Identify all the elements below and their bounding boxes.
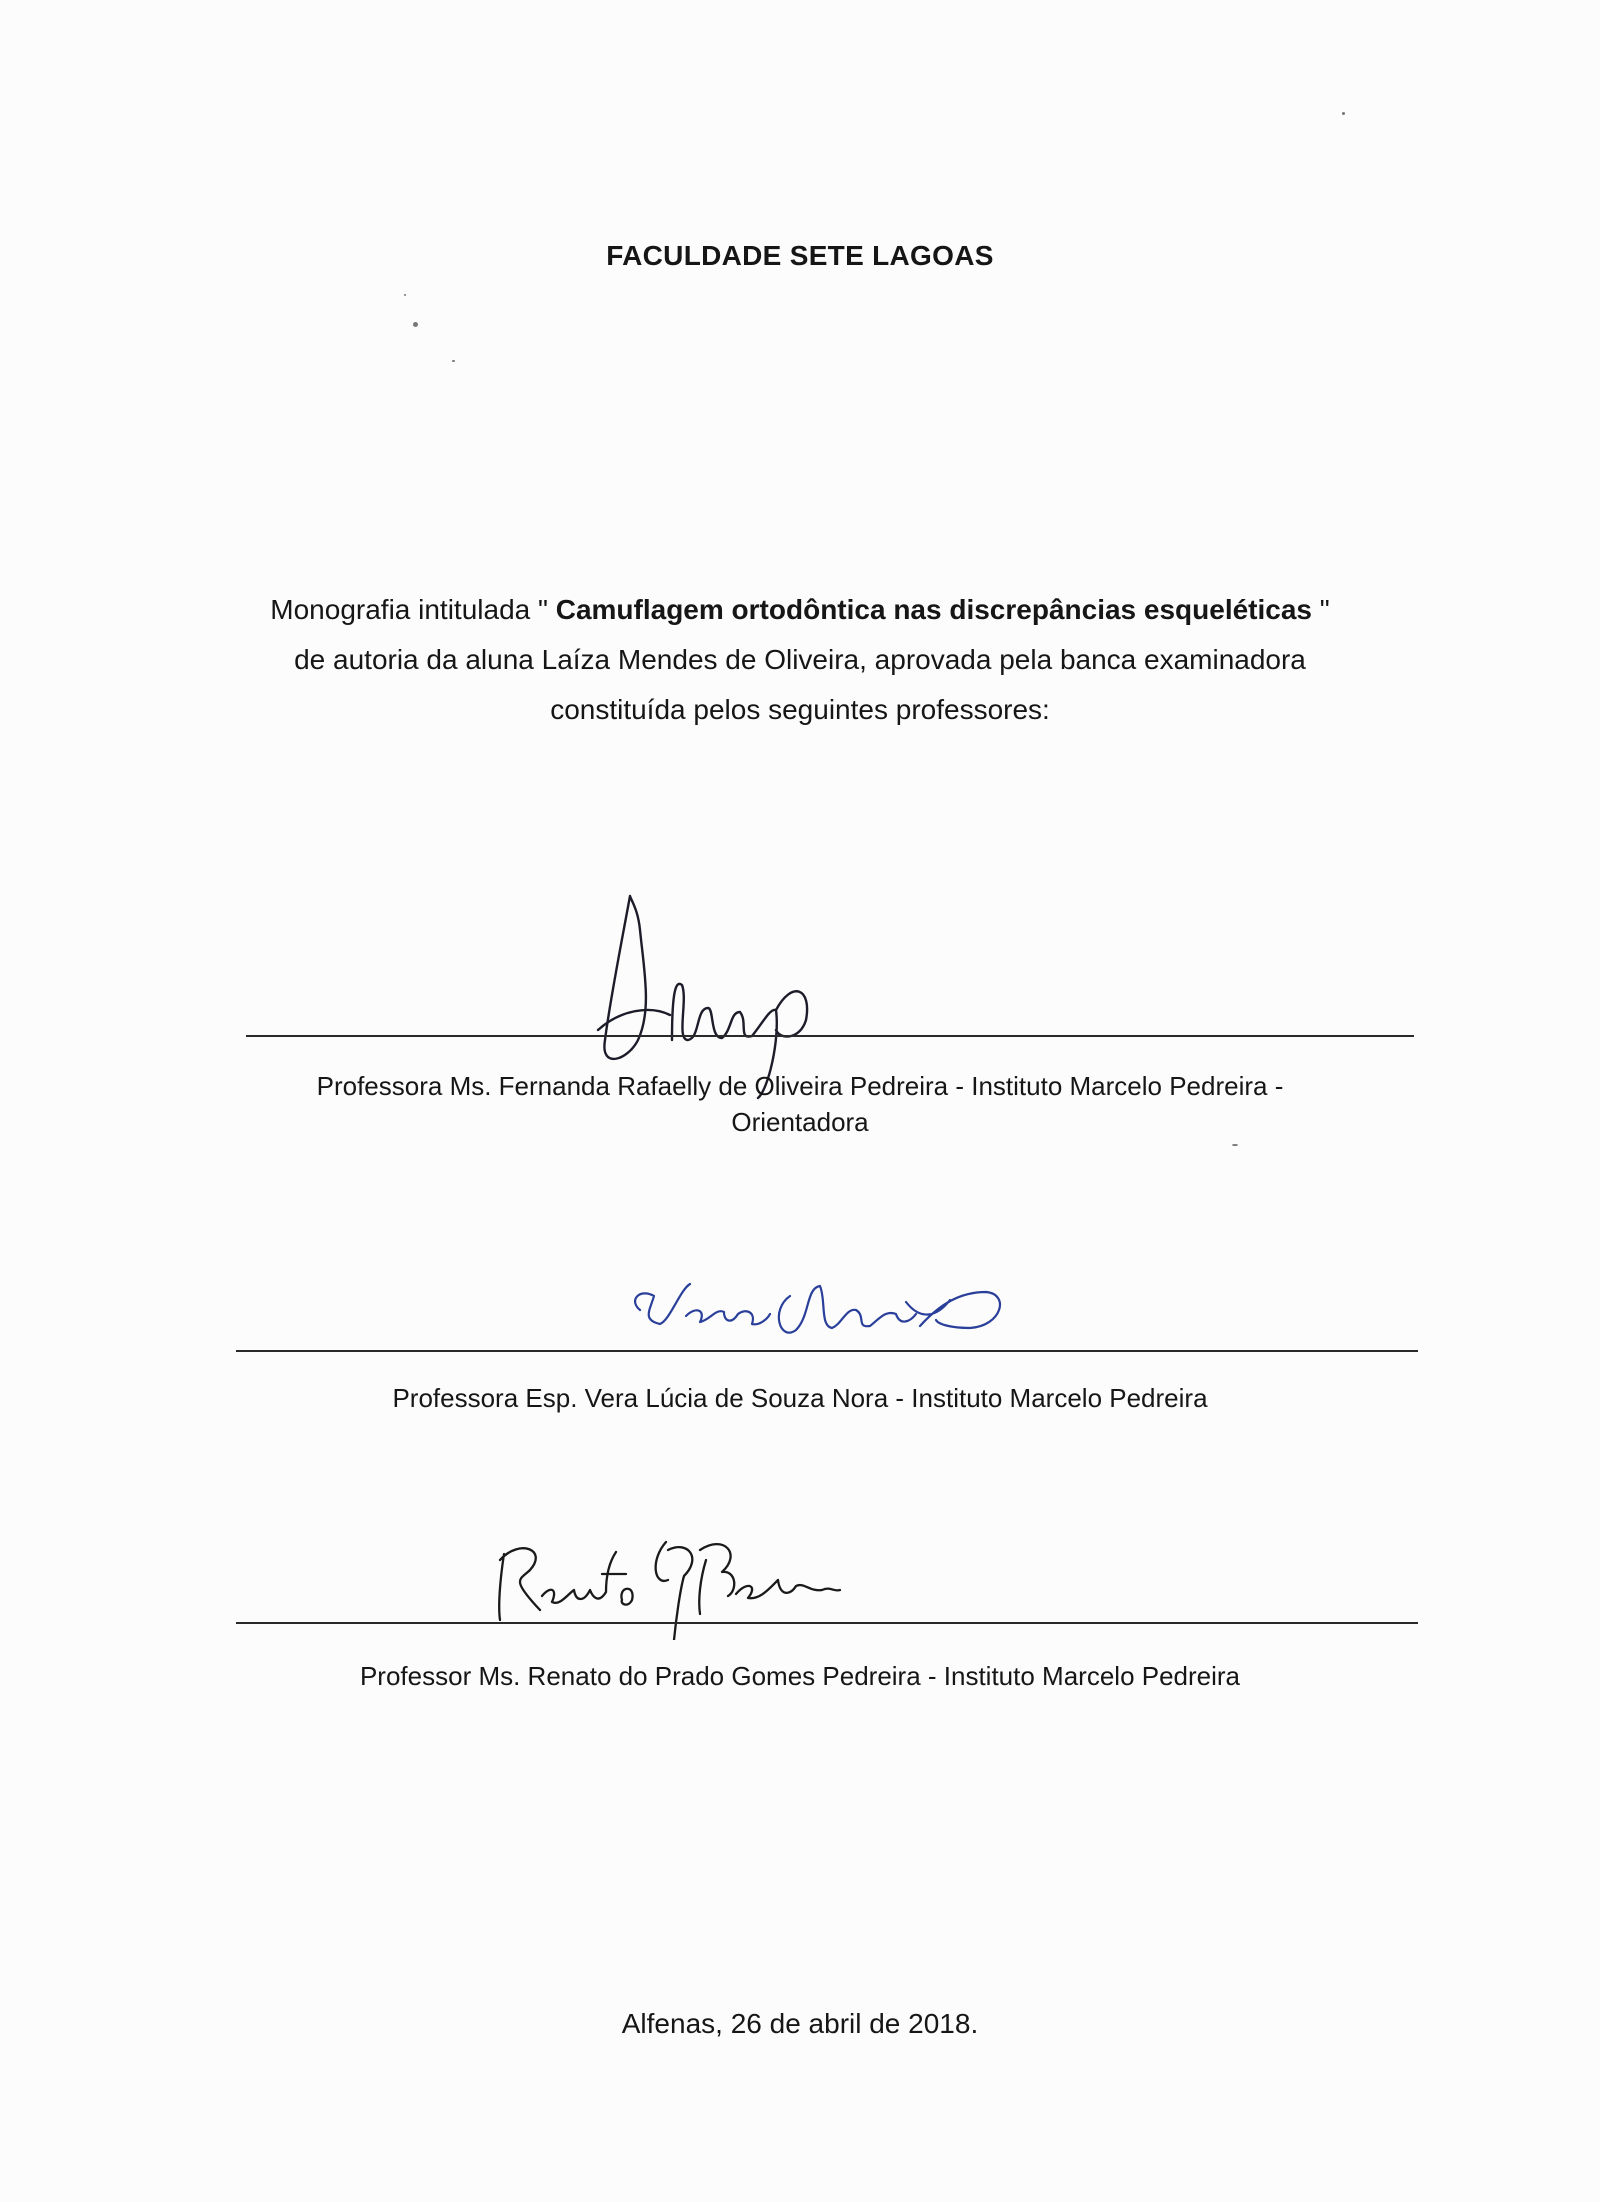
examiner-2-signature xyxy=(620,1270,1020,1350)
approval-suffix: " xyxy=(1312,594,1330,625)
monograph-title: Camuflagem ortodôntica nas discrepâncias esqueléticas xyxy=(555,594,1312,625)
scan-speck xyxy=(1342,112,1345,115)
approval-prefix: Monografia intitulada " xyxy=(270,594,556,625)
examiner-1-role: Orientadora xyxy=(731,1107,869,1137)
scan-speck xyxy=(1232,1144,1238,1146)
scan-speck xyxy=(413,322,418,327)
examiner-1-signature-line xyxy=(246,1035,1414,1037)
examiner-2-name: Professora Esp. Vera Lúcia de Souza Nora - Instituto Marcelo Pedreira xyxy=(392,1383,1208,1413)
document-date: Alfenas, 26 de abril de 2018. xyxy=(621,2008,979,2039)
examiner-1-name xyxy=(0,1068,1600,1140)
approval-statement xyxy=(160,585,1440,735)
examiner-1-name-line-1: Professora Ms. Fernanda Rafaelly de Oliveira Pedreira - Instituto Marcelo Pedreira - xyxy=(316,1071,1284,1101)
approval-line-1 xyxy=(160,585,1440,635)
examiner-3-name: Professor Ms. Renato do Prado Gomes Pedreira - Instituto Marcelo Pedreira xyxy=(359,1661,1241,1691)
scan-speck xyxy=(452,360,455,362)
scan-speck xyxy=(404,294,406,296)
examiner-3-signature-line xyxy=(236,1622,1418,1624)
approval-line-2: de autoria da aluna Laíza Mendes de Oliveira, aprovada pela banca examinadora xyxy=(294,644,1306,675)
examiner-2-signature-line xyxy=(236,1350,1418,1352)
approval-line-3: constituída pelos seguintes professores: xyxy=(550,694,1050,725)
institution-name: FACULDADE SETE LAGOAS xyxy=(606,240,994,271)
